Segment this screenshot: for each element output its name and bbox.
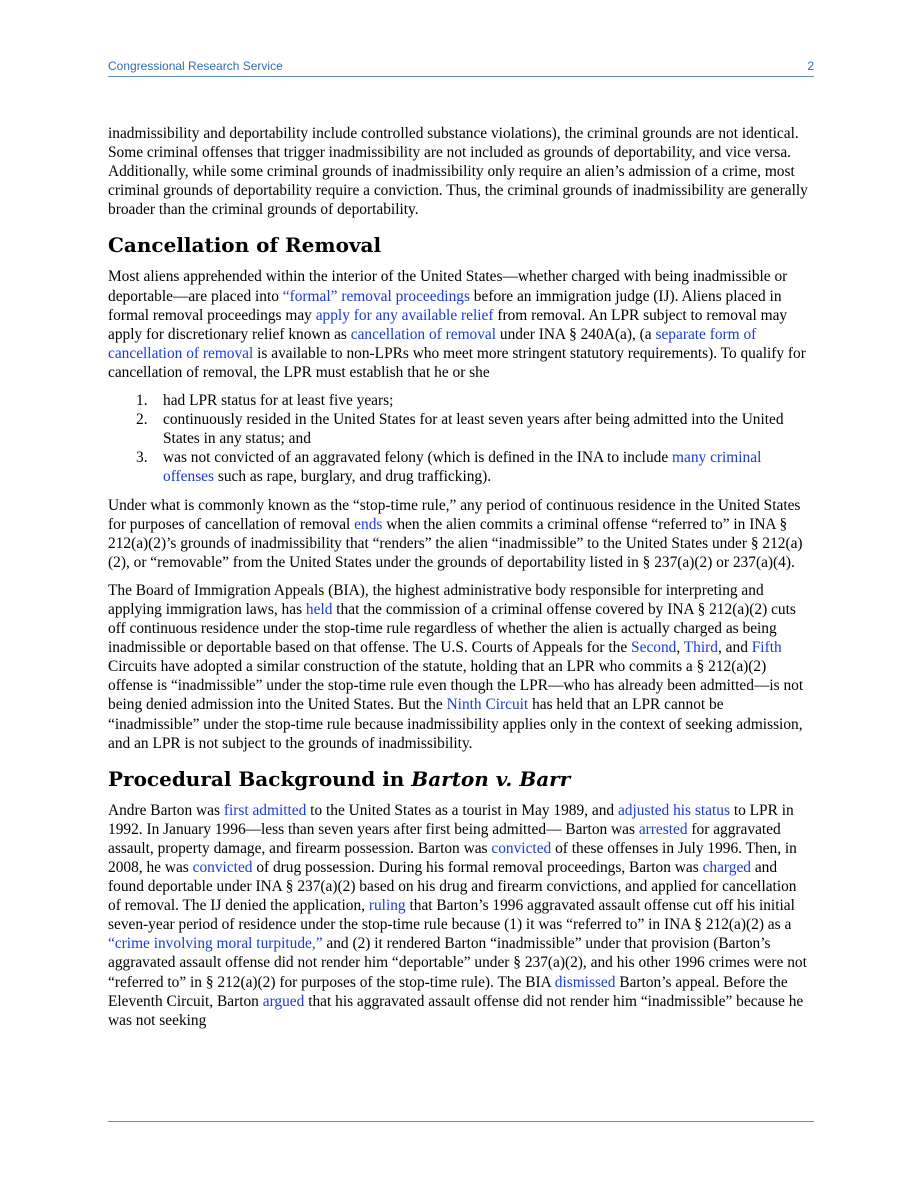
link-third-circuit[interactable]: Third (683, 639, 718, 657)
header-publisher: Congressional Research Service (108, 59, 283, 73)
list-number: 2. (136, 411, 148, 429)
link-formal-removal-proceedings[interactable]: “formal” removal proceedings (282, 287, 470, 305)
list-item: 3. was not convicted of an aggravated felony (which is defined in the INA to include many criminal offenses such as rape, burglary, and drug trafficking). (136, 449, 762, 486)
paragraph-cancellation: Most aliens apprehended within the interior of the United States—whether charged with being inadmissible or deportable—are placed into “formal” removal proceedings before an immigration judge (IJ). Aliens placed in formal removal proceedings may apply for any available relief from removal. An LPR subject to removal may apply for discretionary relief known as cancellation of removal under INA § 240A(a), (a separate form of cancellation of removal is available to non-LPRs who meet more stringent statutory requirements). To qualify for cancellation of removal, the LPR must establish that he or she (108, 268, 806, 381)
list-number: 1. (136, 392, 148, 410)
list-item: 1. had LPR status for at least five years; (136, 392, 394, 410)
heading-cancellation-of-removal: Cancellation of Removal (108, 233, 382, 258)
link-apply-for-relief[interactable]: apply for any available relief (315, 306, 494, 324)
link-fifth-circuit[interactable]: Fifth (751, 639, 782, 657)
heading-procedural-background: Procedural Background in Barton v. Barr (108, 766, 571, 791)
link-crime-moral-turpitude[interactable]: “crime involving moral turpitude,” (108, 935, 323, 953)
link-many-criminal-offenses[interactable]: many criminal offenses (163, 449, 762, 486)
document-body (108, 124, 812, 1039)
link-adjusted-status[interactable]: adjusted his status (617, 801, 730, 819)
list-item: 2. continuously resided in the United States for at least seven years after being admitted into the United States in any status; and (136, 411, 784, 448)
link-cancellation-of-removal[interactable]: cancellation of removal (350, 325, 497, 343)
link-ends[interactable]: ends (354, 515, 383, 533)
requirements-list (108, 391, 812, 486)
link-charged[interactable]: charged (702, 859, 751, 876)
link-held[interactable]: held (305, 600, 333, 618)
paragraph-barton-background: Andre Barton was first admitted to the United States as a tourist in May 1989, and adjusted his status to LPR in 1992. In January 1996—less than seven years after first being admitted— Barton was arrested for aggravated assault, property damage, and firearm possession. Barton was convicted of these offenses in July 1996. Then, in 2008, he was convicted of drug possession. During his formal removal proceedings, Barton was charged and found deportable under INA § 237(a)(2) based on his drug and firearm convictions, and applied for cancellation of removal. The IJ denied the application, ruling that Barton’s 1996 aggravated assault offense cut off his initial seven-year period of residence under the stop-time rule because (1) it was “referred to” in INA § 212(a)(2) as a “crime involving moral turpitude,” and (2) it rendered Barton “inadmissible” under that provision (Barton’s aggravated assault offense did not render him “deportable” under § 237(a)(2), and his other 1996 crimes were not “referred to” in § 212(a)(2) for purposes of the stop-time rule). The BIA dismissed Barton’s appeal. Before the Eleventh Circuit, Barton argued that his aggravated assault offense did not render him “inadmissible” because he was not seeking (108, 801, 807, 1029)
link-argued[interactable]: argued (262, 992, 305, 1010)
page-number: 2 (807, 59, 814, 73)
link-ninth-circuit[interactable]: Ninth Circuit (446, 696, 529, 714)
link-ruling[interactable]: ruling (368, 897, 406, 915)
link-convicted-2008[interactable]: convicted (192, 859, 253, 876)
footer-divider (108, 1121, 814, 1122)
paragraph-inadmissibility-intro: inadmissibility and deportability include controlled substance violations), the criminal grounds are not identical. Some criminal offenses that trigger inadmissibility are not included as grounds of deportability, and vice versa. Additionally, while some criminal grounds of inadmissibility only require an alien’s admission of a crime, most criminal grounds of deportability require a conviction. Thus, the criminal grounds of inadmissibility are generally broader than the criminal grounds of deportability. (108, 125, 808, 219)
link-second-circuit[interactable]: Second (631, 639, 677, 657)
case-name: Barton v. Barr (411, 766, 571, 791)
link-arrested[interactable]: arrested (638, 820, 688, 838)
running-header (108, 58, 814, 77)
link-separate-form-cancellation[interactable]: separate form of cancellation of removal (108, 325, 757, 362)
paragraph-bia: The Board of Immigration Appeals (BIA), the highest administrative body responsible for interpreting and applying immigration laws, has held that the commission of a criminal offense covered by INA § 212(a)(2) cuts off continuous residence under the stop-time rule regardless of whether the alien is actually charged as being inadmissible or deportable based on that offense. The U.S. Courts of Appeals for the Second, Third, and Fifth Circuits have adopted a similar construction of the statute, holding that an LPR who commits a § 212(a)(2) offense is “inadmissible” under the stop-time rule even though the LPR—who has already been admitted—is not being denied admission into the United States. But the Ninth Circuit has held that an LPR cannot be “inadmissible” under the stop-time rule because inadmissibility applies only in the context of seeking admission, and an LPR is not subject to the grounds of inadmissibility. (108, 581, 804, 752)
link-first-admitted[interactable]: first admitted (223, 801, 307, 819)
link-dismissed[interactable]: dismissed (554, 973, 616, 991)
link-convicted-1996[interactable]: convicted (491, 839, 552, 857)
paragraph-stop-time-rule: Under what is commonly known as the “stop-time rule,” any period of continuous residence in the United States for purposes of cancellation of removal ends when the alien commits a criminal offense “referred to” in INA § 212(a)(2)’s grounds of inadmissibility that “renders” the alien “inadmissible” to the United States under § 212(a)(2), or “removable” from the United States under the grounds of deportability listed in § 237(a)(2) or 237(a)(4). (108, 496, 803, 571)
list-number: 3. (136, 449, 148, 467)
